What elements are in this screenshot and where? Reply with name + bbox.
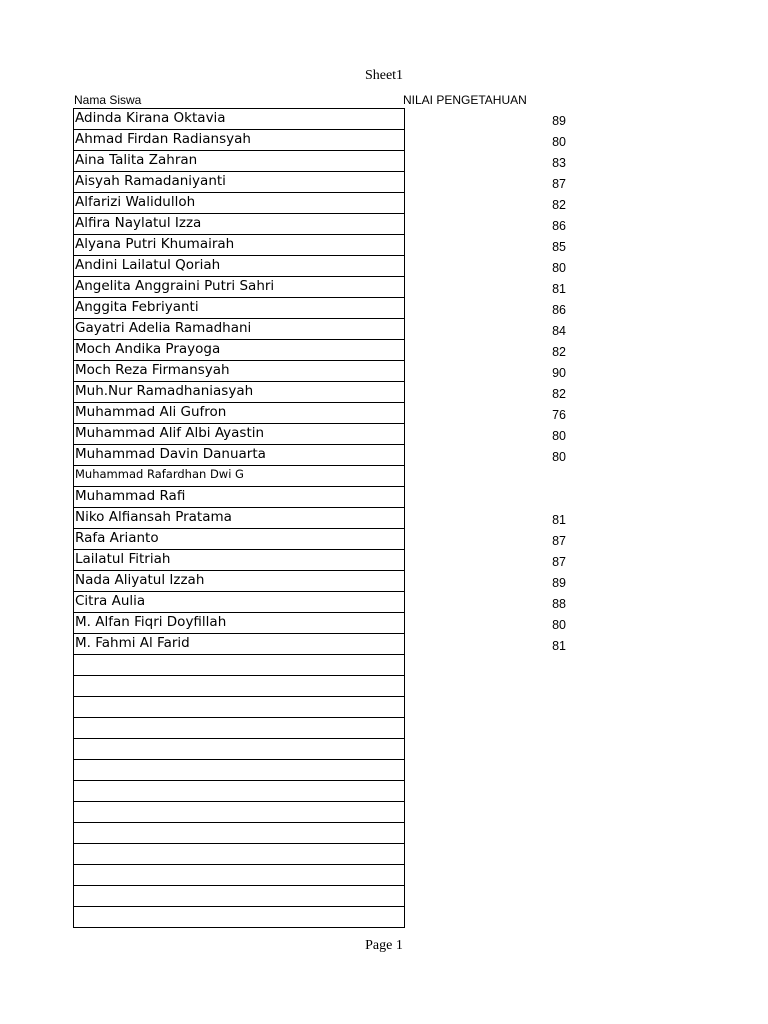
student-name-cell <box>74 718 404 739</box>
score-cell <box>520 906 566 927</box>
student-name-table <box>73 108 405 928</box>
score-cell <box>520 864 566 885</box>
student-name-cell <box>74 823 404 844</box>
student-name-cell: Alyana Putri Khumairah <box>74 235 404 256</box>
score-cell <box>520 675 566 696</box>
student-name-cell: Andini Lailatul Qoriah <box>74 256 404 277</box>
score-cell: 88 <box>552 597 566 611</box>
score-cell: 81 <box>552 513 566 527</box>
score-cell: 86 <box>552 219 566 233</box>
student-name-cell: Anggita Febriyanti <box>74 298 404 319</box>
score-cell: 80 <box>552 135 566 149</box>
student-name-cell: Rafa Arianto <box>74 529 404 550</box>
score-cell <box>520 822 566 843</box>
student-name-cell: M. Fahmi Al Farid <box>74 634 404 655</box>
student-name-cell: Niko Alfiansah Pratama <box>74 508 404 529</box>
score-cell <box>520 843 566 864</box>
student-name-cell <box>74 739 404 760</box>
header-nama-siswa: Nama Siswa <box>74 93 142 107</box>
score-cell <box>520 717 566 738</box>
student-name-cell: Ahmad Firdan Radiansyah <box>74 130 404 151</box>
score-cell: 87 <box>552 555 566 569</box>
student-name-cell: Muh.Nur Ramadhaniasyah <box>74 382 404 403</box>
student-name-cell <box>74 907 404 928</box>
page-footer: Page 1 <box>365 938 403 953</box>
score-cell: 80 <box>552 618 566 632</box>
student-name-cell: Alfarizi Walidulloh <box>74 193 404 214</box>
score-cell: 82 <box>552 387 566 401</box>
student-name-cell: Muhammad Ali Gufron <box>74 403 404 424</box>
score-cell <box>520 696 566 717</box>
score-cell: 86 <box>552 303 566 317</box>
score-cell: 81 <box>552 282 566 296</box>
score-cell: 84 <box>552 324 566 338</box>
student-name-cell: Muhammad Alif Albi Ayastin <box>74 424 404 445</box>
student-name-cell: Muhammad Rafi <box>74 487 404 508</box>
score-cell: 80 <box>552 429 566 443</box>
student-name-cell <box>74 760 404 781</box>
student-name-cell <box>74 886 404 907</box>
score-cell: 89 <box>552 576 566 590</box>
student-name-cell <box>74 697 404 718</box>
student-name-cell <box>74 844 404 865</box>
score-cell: 82 <box>552 198 566 212</box>
score-cell <box>520 738 566 759</box>
score-cell <box>520 486 566 507</box>
score-cell: 82 <box>552 345 566 359</box>
score-cell: 87 <box>552 177 566 191</box>
score-cell: 81 <box>552 639 566 653</box>
student-name-cell <box>74 676 404 697</box>
score-cell: 80 <box>552 261 566 275</box>
student-name-cell: Moch Andika Prayoga <box>74 340 404 361</box>
student-name-cell: Nada Aliyatul Izzah <box>74 571 404 592</box>
student-name-cell <box>74 865 404 886</box>
student-name-cell: M. Alfan Fiqri Doyfillah <box>74 613 404 634</box>
student-name-cell: Angelita Anggraini Putri Sahri <box>74 277 404 298</box>
student-name-cell: Muhammad Davin Danuarta <box>74 445 404 466</box>
score-cell: 87 <box>552 534 566 548</box>
score-cell <box>520 780 566 801</box>
sheet-title: Sheet1 <box>364 68 404 83</box>
header-nilai-pengetahuan: NILAI PENGETAHUAN <box>403 93 527 107</box>
student-name-cell: Muhammad Rafardhan Dwi G <box>74 466 404 487</box>
score-cell: 89 <box>552 114 566 128</box>
score-cell <box>520 801 566 822</box>
score-cell: 90 <box>552 366 566 380</box>
student-name-cell: Adinda Kirana Oktavia <box>74 109 404 130</box>
student-name-cell <box>74 655 404 676</box>
student-name-cell: Lailatul Fitriah <box>74 550 404 571</box>
student-name-cell: Aina Talita Zahran <box>74 151 404 172</box>
score-cell <box>520 465 566 486</box>
score-cell: 80 <box>552 450 566 464</box>
student-name-cell <box>74 781 404 802</box>
student-name-cell: Aisyah Ramadaniyanti <box>74 172 404 193</box>
score-cell <box>520 759 566 780</box>
student-name-cell: Gayatri Adelia Ramadhani <box>74 319 404 340</box>
student-name-cell: Alfira Naylatul Izza <box>74 214 404 235</box>
score-cell <box>520 654 566 675</box>
score-cell: 85 <box>552 240 566 254</box>
score-cell: 76 <box>552 408 566 422</box>
score-cell <box>520 885 566 906</box>
student-name-cell: Moch Reza Firmansyah <box>74 361 404 382</box>
score-column <box>520 108 566 927</box>
student-name-cell: Citra Aulia <box>74 592 404 613</box>
student-name-cell <box>74 802 404 823</box>
score-cell: 83 <box>552 156 566 170</box>
